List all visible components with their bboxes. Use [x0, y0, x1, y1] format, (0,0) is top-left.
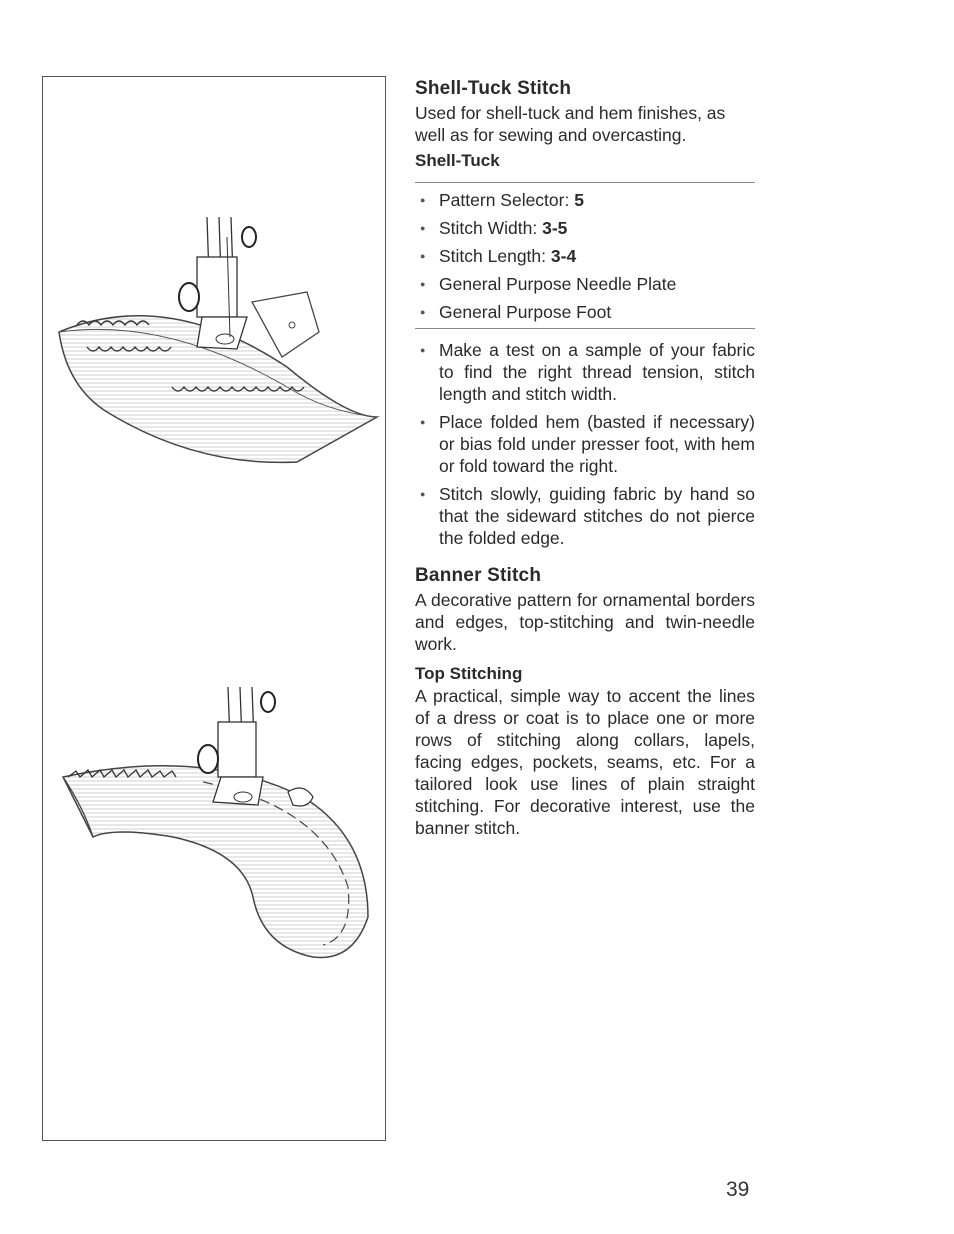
setting-pattern-selector: ● Pattern Selector: 5 [415, 186, 755, 214]
setting-foot: ● General Purpose Foot [415, 298, 755, 326]
shell-tuck-illustration [47, 217, 383, 547]
step-1: ● Make a test on a sample of your fabric to find the right thread tension, stitch length and stitch width. [415, 339, 755, 405]
setting-stitch-width: ● Stitch Width: 3-5 [415, 214, 755, 242]
divider-bottom [415, 328, 755, 329]
banner-intro: A decorative pattern for ornamental borders and edges, top-stitching and twin-needle work. [415, 590, 755, 654]
banner-title: Banner Stitch [415, 565, 542, 586]
settings-list [415, 186, 755, 326]
shell-tuck-intro: Used for shell-tuck and hem finishes, as well as for sewing and overcasting. [415, 103, 726, 145]
banner-body: A practical, simple way to accent the lines of a dress or coat is to place one or more rows of stitching along collars, lapels, facing edges, pockets, seams, etc. For a tailored look use lines of plain straight stitching. For decorative interest, use the banner stitch. [415, 686, 755, 838]
shell-tuck-subtitle: Shell-Tuck [415, 151, 500, 170]
illustration-panel [42, 76, 386, 1141]
step-2: ● Place folded hem (basted if necessary) or bias fold under presser foot, with hem or fold toward the right. [415, 411, 755, 477]
banner-stitch-illustration [53, 687, 383, 987]
setting-stitch-length: ● Stitch Length: 3-4 [415, 242, 755, 270]
step-3: ● Stitch slowly, guiding fabric by hand so that the sideward stitches do not pierce the folded edge. [415, 483, 755, 549]
page-number: 39 [726, 1178, 750, 1201]
banner-subtitle: Top Stitching [415, 664, 523, 683]
text-column [415, 78, 755, 839]
shell-tuck-title: Shell-Tuck Stitch [415, 78, 572, 99]
steps-list [415, 339, 755, 549]
divider-top [415, 182, 755, 183]
setting-needle-plate: ● General Purpose Needle Plate [415, 270, 755, 298]
